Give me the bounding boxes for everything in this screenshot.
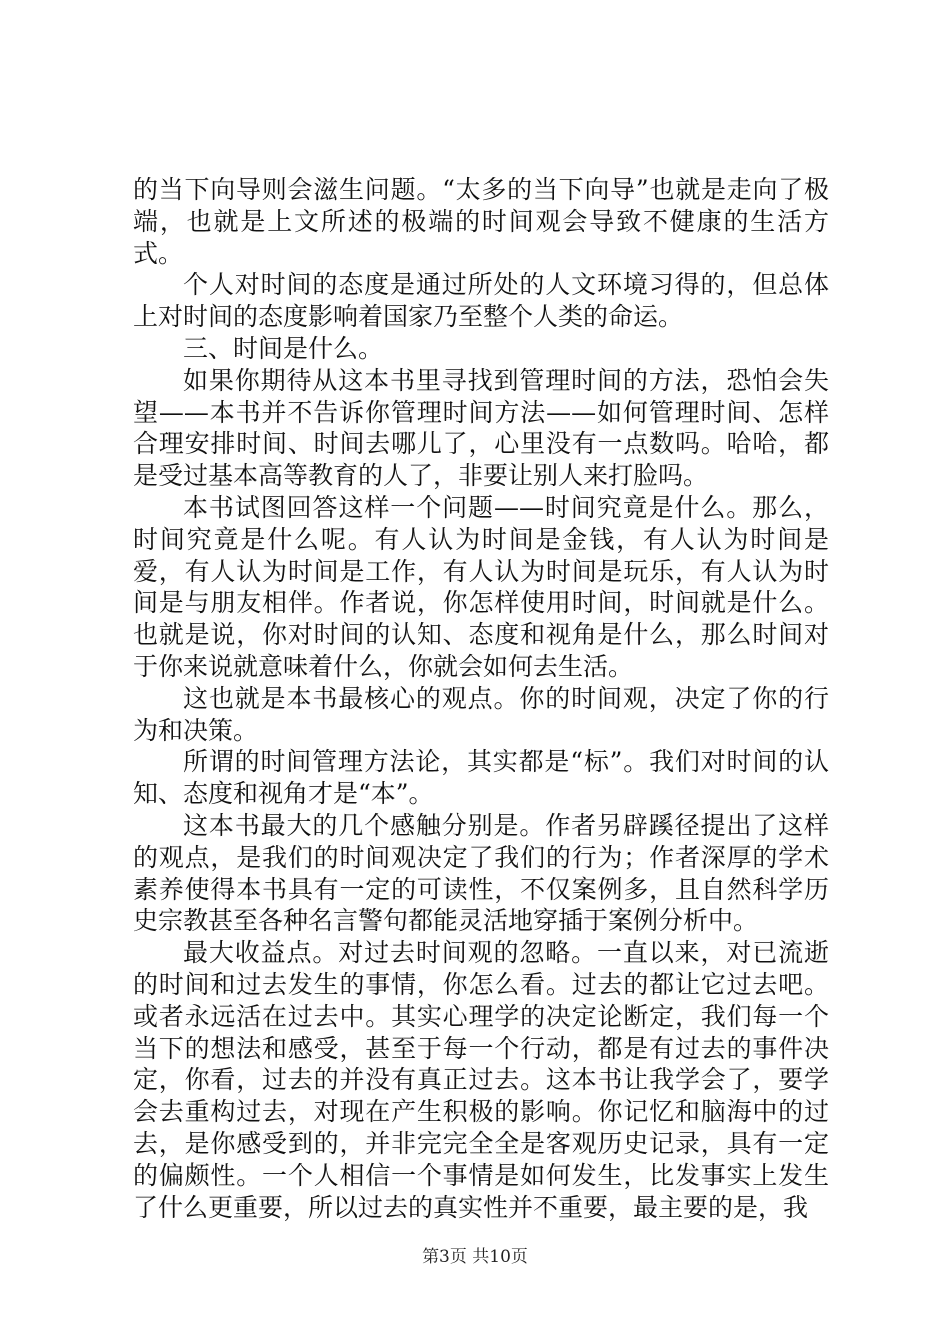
paragraph-5: 这也就是本书最核心的观点。你的时间观，决定了你的行为和决策。 (133, 683, 829, 745)
body-text (133, 174, 829, 1223)
paragraph-3: 如果你期待从这本书里寻找到管理时间的方法，恐怕会失望——本书并不告诉你管理时间方法——如何管理时间、怎样合理安排时间、时间去哪儿了，心里没有一点数吗。哈哈，都是受过基本高等教育的人了，非要让别人来打脸吗。 (133, 365, 829, 491)
paragraph-4: 本书试图回答这样一个问题——时间究竟是什么。那么，时间究竟是什么呢。有人认为时间是金钱，有人认为时间是爱，有人认为时间是工作，有人认为时间是玩乐，有人认为时间是与朋友相伴。作者说，你怎样使用时间，时间就是什么。也就是说，你对时间的认知、态度和视角是什么，那么时间对于你来说就意味着什么，你就会如何去生活。 (133, 492, 829, 681)
paragraph-7: 这本书最大的几个感触分别是。作者另辟蹊径提出了这样的观点，是我们的时间观决定了我们的行为；作者深厚的学术素养使得本书具有一定的可读性，不仅案例多，且自然科学历史宗教甚至各种名言警句都能灵活地穿插于案例分析中。 (133, 810, 829, 936)
paragraph-8: 最大收益点。对过去时间观的忽略。一直以来，对已流逝的时间和过去发生的事情，你怎么看。过去的都让它过去吧。或者永远活在过去中。其实心理学的决定论断定，我们每一个当下的想法和感受，甚至于每一个行动，都是有过去的事件决定，你看，过去的并没有真正过去。这本书让我学会了，要学会去重构过去，对现在产生积极的影响。你记忆和脑海中的过去，是你感受到的，并非完完全全是客观历史记录，具有一定的偏颇性。一个人相信一个事情是如何发生，比发事实上发生了什么更重要，所以过去的真实性并不重要，最主要的是，我 (133, 938, 829, 1222)
paragraph-2: 个人对时间的态度是通过所处的人文环境习得的，但总体上对时间的态度影响着国家乃至整个人类的命运。 (133, 270, 829, 332)
page-number-footer: 第3页 共10页 (422, 1247, 528, 1267)
paragraph-1: 的当下向导则会滋生问题。“太多的当下向导”也就是走向了极端，也就是上文所述的极端的时间观会导致不健康的生活方式。 (133, 175, 829, 268)
paragraph-6: 所谓的时间管理方法论，其实都是“标”。我们对时间的认知、态度和视角才是“本”。 (133, 747, 829, 809)
section-heading: 三、时间是什么。 (183, 333, 384, 363)
